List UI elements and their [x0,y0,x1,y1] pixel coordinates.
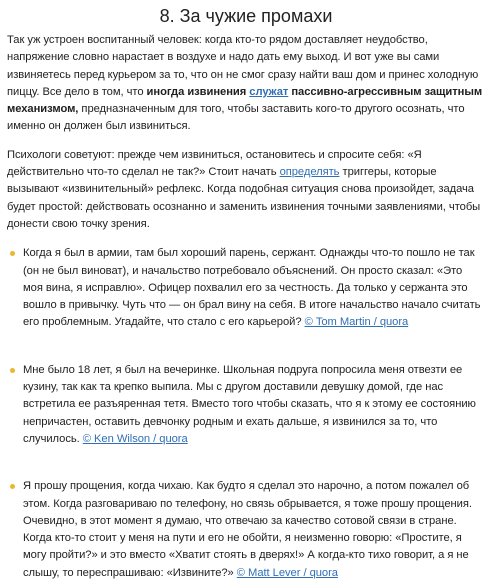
intro-bold-2: пассивно-агрессивным защитным механизмом, [7,85,483,116]
advice-text-2: триггеры, которые вызывают «извинительный» рефлекс. Когда подобная ситуация снова произойдет, задача будет простой: действовать осознанно и заменить извинения точными заявлениями, чтобы донести свою точку зрения. [7,166,481,230]
quote-item [7,245,485,331]
section-title: 8. За чужие промахи [159,6,333,26]
source-link[interactable]: © Ken Wilson / quora [82,432,188,445]
link-sluzhat[interactable]: служат [249,85,289,98]
quote-text: Когда я был в армии, там был хороший парень, сержант. Однажды что-то пошло не так (он не был виноват), и начальство потребовало объяснений. Он просто сказал: «Это моя вина, я исправлю». Офицер похвалил его за честность. Да только у сержанта это вошло в привычку. Чуть что — он брал вину на себя. В итоге начальство начало считать его проблемным. Угадайте, что стало с его карьерой? © Tom Martin / quora [23,247,481,329]
link-opredelyat[interactable]: определять [279,166,340,179]
intro-bold-1: иногда извинения [146,85,250,98]
intro-text: Так уж устроен воспитанный человек: когда кто-то рядом доставляет неудобство, напряжение словно нарастает в воздухе и надо дать ему выход. И вот уже вы сами извиняетесь перед курьером за то, что он не смог сразу найти ваш дом и принес холодную пиццу. Все дело в том, что [7,34,479,98]
intro-text-2: предназначенным для того, чтобы заставить кого-то другого осознать, что именно он должен был извиниться. [7,103,465,133]
bullet-dot-icon [10,484,15,489]
advice-paragraph [7,147,485,233]
bullet-dot-icon [10,251,15,256]
source-link[interactable]: © Matt Lever / quora [236,566,338,579]
intro-paragraph [7,32,485,136]
quote-text: Я прошу прощения, когда чихаю. Как будто я сделал это нарочно, а потом пожалел об этом. Когда разговариваю по телефону, но связь обрывается, я тоже прошу прощения. Очевидно, в этот момент я думаю, что отвечаю за качество сотовой связи в стране. Когда кто-то стоит у меня на пути и его не обойти, я неизменно говорю: «Простите, я могу пройти?» и это вместо «Хватит стоять в дверях!» А когда-кто тихо говорит, а я не слышу, то переспрашиваю: «Извините?» © Matt Lever / quora [23,480,472,579]
quote-item [7,478,485,582]
advice-text: Психологи советуют: прежде чем извиниться, остановитесь и спросите себя: «Я действительно что-то сделал не так?» Стоит начать [7,148,422,179]
bullet-dot-icon [10,368,15,373]
quote-text: Мне было 18 лет, я был на вечеринке. Школьная подруга попросила меня отвезти ее кузину, так как та крепко выпила. Мы с другом доставили девушку домой, где нас встретила ее разъяренная тетя. Вместо того чтобы сказать, что я к этому ее состоянию непричастен, оставить девчонку родным и ехать дальше, я извинился за то, что случилось. © Ken Wilson / quora [23,363,476,445]
source-link[interactable]: © Tom Martin / quora [304,316,409,329]
quote-item [7,362,485,448]
